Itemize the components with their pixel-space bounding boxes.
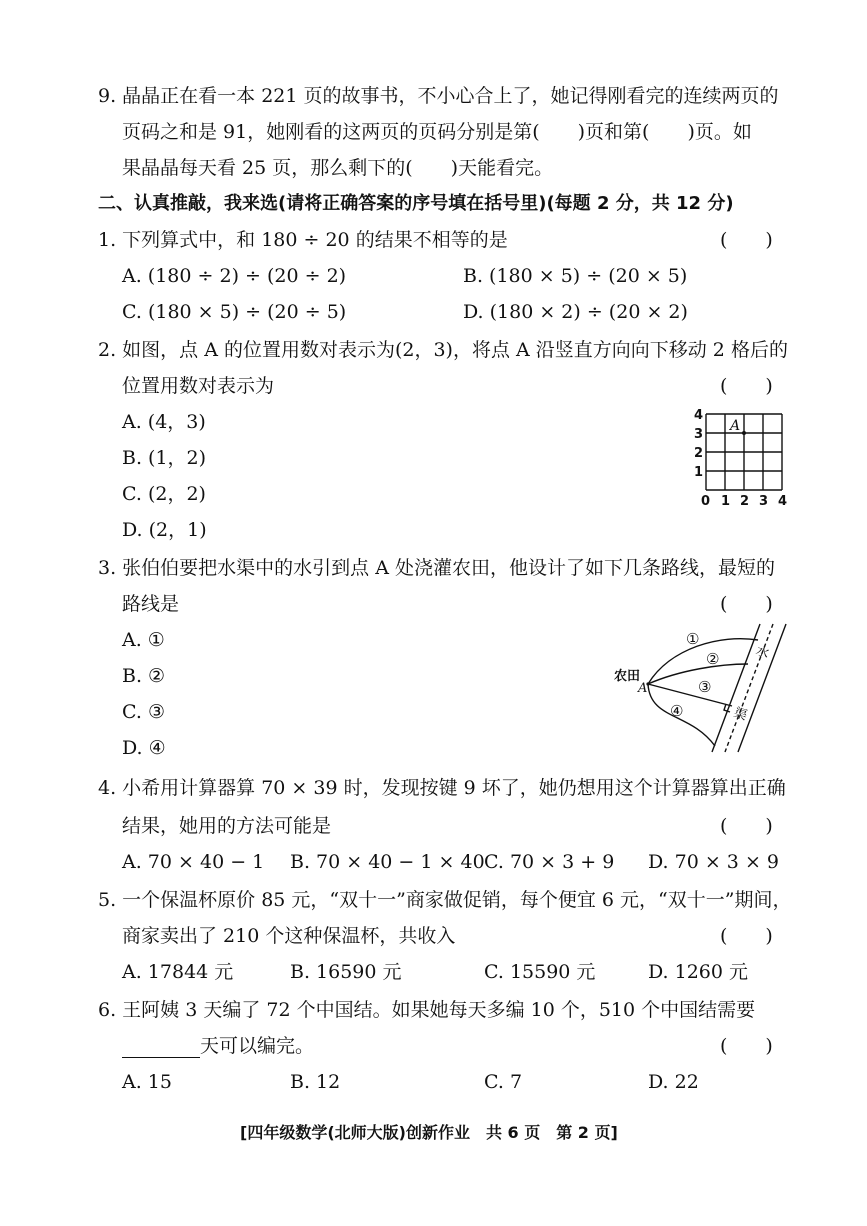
q6-option-a: A. 15 [122,1071,172,1093]
q2-stem-line2: 位置用数对表示为 [122,375,275,397]
q3-stem-line2: 路线是 [122,593,180,615]
q4-stem-line2: 结果，她用的方法可能是 [122,815,332,837]
q1-option-b: B. (180 × 5) ÷ (20 × 5) [463,265,688,287]
q6-stem-line1: 6. 王阿姨 3 天编了 72 个中国结。如果她每天多编 10 个，510 个中国结需要 [98,999,756,1021]
route-1-label: ① [686,630,700,648]
q2-grid-diagram [692,408,792,508]
q2-option-b: B. (1，2) [122,447,207,469]
q1-stem: 1. 下列算式中，和 180 ÷ 20 的结果不相等的是 [98,229,508,251]
q3-option-a: A. ① [122,629,165,651]
q6-option-d: D. 22 [648,1071,699,1093]
q6-stem-line2 [122,1034,314,1058]
grid-y-tick-2: 2 [694,446,704,461]
q9-line1: 9. 晶晶正在看一本 221 页的故事书，不小心合上了，她记得刚看完的连续两页的 [98,85,779,107]
route-3-label: ③ [698,678,712,696]
q4-option-d: D. 70 × 3 × 9 [648,851,779,873]
section-heading: 二、认真推敲，我来选(请将正确答案的序号填在括号里)(每题 2 分，共 12 分) [98,193,734,214]
q4-option-c: C. 70 × 3 + 9 [484,851,615,873]
q4-option-b: B. 70 × 40 − 1 × 40 [290,851,485,873]
q5-option-b: B. 16590 元 [290,961,402,983]
grid-y-tick-3: 3 [694,427,704,442]
grid-y-tick-1: 1 [694,465,704,480]
q3-answer-paren: ( ) [720,593,773,615]
q6-answer-paren: ( ) [720,1035,773,1057]
route-4-label: ④ [670,702,684,720]
grid-x-tick-1: 1 [721,494,731,508]
q3-canal-diagram [610,620,795,760]
q4-stem-line1: 4. 小希用计算器算 70 × 39 时，发现按键 9 坏了，她仍想用这个计算器算出正确 [98,777,786,799]
q5-option-c: C. 15590 元 [484,961,596,983]
q3-option-d: D. ④ [122,737,166,759]
q6-stem-after-blank: 天可以编完。 [200,1035,315,1057]
q1-answer-paren: ( ) [720,229,773,251]
page-footer: [四年级数学(北师大版)创新作业 共 6 页 第 2 页] [240,1123,618,1142]
route-2-label: ② [706,650,720,668]
q5-answer-paren: ( ) [720,925,773,947]
q2-stem-line1: 2. 如图，点 A 的位置用数对表示为(2，3)，将点 A 沿竖直方向向下移动 2 格后的 [98,339,788,361]
q3-option-c: C. ③ [122,701,165,723]
q1-option-a: A. (180 ÷ 2) ÷ (20 ÷ 2) [122,265,347,287]
q1-option-c: C. (180 × 5) ÷ (20 ÷ 5) [122,301,347,323]
q9-line3: 果晶晶每天看 25 页，那么剩下的( )天能看完。 [122,157,554,179]
q5-stem-line2: 商家卖出了 210 个这种保温杯，共收入 [122,925,456,947]
canal-label-channel: 渠 [731,705,749,724]
q9-line2: 页码之和是 91，她刚看的这两页的页码分别是第( )页和第( )页。如 [122,121,752,143]
q6-option-c: C. 7 [484,1071,523,1093]
q2-answer-paren: ( ) [720,375,773,397]
field-point-label: A [638,681,648,696]
grid-x-tick-0: 0 [701,494,711,508]
q1-option-d: D. (180 × 2) ÷ (20 × 2) [463,301,688,323]
grid-y-tick-4: 4 [694,408,704,423]
grid-x-tick-4: 4 [778,494,788,508]
q2-option-a: A. (4，3) [122,411,206,433]
q4-answer-paren: ( ) [720,815,773,837]
q6-fill-blank[interactable] [122,1039,200,1058]
q6-option-b: B. 12 [290,1071,341,1093]
q5-option-a: A. 17844 元 [122,961,234,983]
q5-stem-line1: 5. 一个保温杯原价 85 元，“双十一”商家做促销，每个便宜 6 元，“双十一”期间， [98,889,792,911]
q3-option-b: B. ② [122,665,166,687]
q3-stem-line1: 3. 张伯伯要把水渠中的水引到点 A 处浇灌农田，他设计了如下几条路线，最短的 [98,557,775,579]
grid-x-tick-3: 3 [759,494,769,508]
q5-option-d: D. 1260 元 [648,961,749,983]
grid-x-tick-2: 2 [740,494,750,508]
grid-point-label: A [730,418,741,434]
q2-option-d: D. (2，1) [122,519,207,541]
q2-option-c: C. (2，2) [122,483,206,505]
canal-label-water: 水 [753,643,771,662]
field-label: 农田 [614,669,641,684]
q4-option-a: A. 70 × 40 − 1 [122,851,265,873]
